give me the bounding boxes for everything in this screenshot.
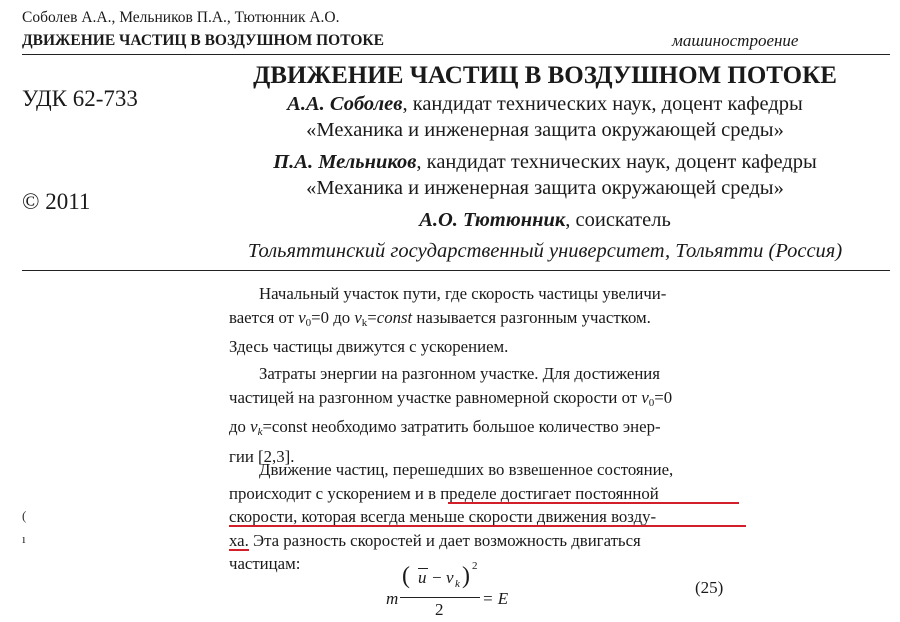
formula-minus: − xyxy=(432,568,442,587)
author-1-position: , кандидат технических наук, доцент кафедры xyxy=(402,93,803,115)
author-3-line xyxy=(200,209,890,232)
p2-line-1: Затраты энергии на разгонном участке. Для достижения xyxy=(259,364,661,383)
formula-open-paren: ( xyxy=(402,563,410,589)
p3-text: . Эта разность скоростей и дает возможность двигаться xyxy=(244,530,641,550)
p1-text: называется разгонным участком. xyxy=(412,307,651,327)
red-underline-1 xyxy=(448,502,739,504)
var-v: v xyxy=(298,307,306,327)
p3-line-4 xyxy=(229,529,739,553)
sub-k: k xyxy=(361,316,368,329)
formula-close-paren: ) xyxy=(462,563,470,589)
p2-text: =const необходимо затратить большое количество энер- xyxy=(262,417,661,436)
sub-0: 0 xyxy=(648,396,655,409)
copyright: © 2011 xyxy=(22,189,91,214)
udk-code: УДК 62-733 xyxy=(22,86,138,111)
formula-denominator: 2 xyxy=(435,600,444,619)
author-3-name: А.О. Тютюнник xyxy=(419,209,566,231)
formula-fraction-bar xyxy=(400,597,480,598)
red-underline-2 xyxy=(229,525,746,527)
formula-sub-k: k xyxy=(455,578,460,590)
p3-line-2: происходит с ускорением и в пределе достигает постоянной xyxy=(229,483,659,503)
p2-line-3 xyxy=(229,415,739,445)
var-v: v xyxy=(354,307,362,327)
author-1-line xyxy=(200,93,890,116)
p2-line-2 xyxy=(229,386,739,416)
p1-text: вается от xyxy=(229,307,299,327)
formula-m: m xyxy=(386,589,399,608)
p2-text: до xyxy=(229,417,251,436)
sub-0: 0 xyxy=(305,316,312,329)
p3-line-3: скорости, которая всегда меньше скорости движения возду- xyxy=(229,507,657,526)
formula-v: v xyxy=(446,568,454,587)
paragraph-2 xyxy=(229,362,739,468)
var-v: v xyxy=(250,417,258,436)
const-text: const xyxy=(376,307,413,327)
author-2-department: «Механика и инженерная защита окружающей среды» xyxy=(306,177,784,199)
running-header-authors: Соболев А.А., Мельников П.А., Тютюнник А.О. xyxy=(22,9,340,26)
margin-mark: ( xyxy=(22,508,27,523)
formula-equals-e: = E xyxy=(482,589,509,608)
p1-text: =0 до xyxy=(311,307,355,327)
author-2-name: П.А. Мельников xyxy=(273,151,417,173)
running-header-title: ДВИЖЕНИЕ ЧАСТИЦ В ВОЗДУШНОМ ПОТОКЕ xyxy=(22,32,384,49)
p1-line-2 xyxy=(229,306,739,336)
var-v: v xyxy=(641,387,649,407)
p2-text: =0 xyxy=(654,387,673,407)
p2-text: частицей на разгонном участке равномерной скорости от xyxy=(229,387,642,407)
p3-line-1: Движение частиц, перешедших во взвешенное состояние, xyxy=(259,460,674,479)
p2-line-4: гии [2,3]. xyxy=(229,446,295,466)
formula-u: u xyxy=(418,568,427,587)
author-1-department: «Механика и инженерная защита окружающей среды» xyxy=(306,119,784,141)
p1-text: = xyxy=(367,307,377,327)
formula-power: 2 xyxy=(472,560,478,572)
margin-mark: ı xyxy=(22,531,26,546)
running-header-section: машиностроение xyxy=(672,31,799,50)
author-1-name: А.А. Соболев xyxy=(287,93,403,115)
author-2-position: , кандидат технических наук, доцент кафедры xyxy=(416,151,817,173)
formula-u-bar xyxy=(418,568,428,569)
author-3-position: , соискатель xyxy=(565,209,671,231)
paragraph-3 xyxy=(229,458,739,576)
article-title: ДВИЖЕНИЕ ЧАСТИЦ В ВОЗДУШНОМ ПОТОКЕ xyxy=(253,62,837,89)
p3-line-5: частицам: xyxy=(229,554,301,573)
p3-text: ха xyxy=(229,530,245,550)
sub-k: k xyxy=(257,426,263,438)
p1-line-3: Здесь частицы движутся с ускорением. xyxy=(229,337,509,356)
author-2-line xyxy=(200,151,890,174)
red-underline-3 xyxy=(229,549,249,551)
p1-line-1: Начальный участок пути, где скорость частицы увеличи- xyxy=(259,284,667,303)
paragraph-1 xyxy=(229,282,739,359)
header-rule xyxy=(22,54,890,55)
formula-number: (25) xyxy=(695,578,724,597)
title-rule xyxy=(22,270,890,271)
university: Тольяттинский государственный университет, Тольятти (Россия) xyxy=(247,240,843,262)
